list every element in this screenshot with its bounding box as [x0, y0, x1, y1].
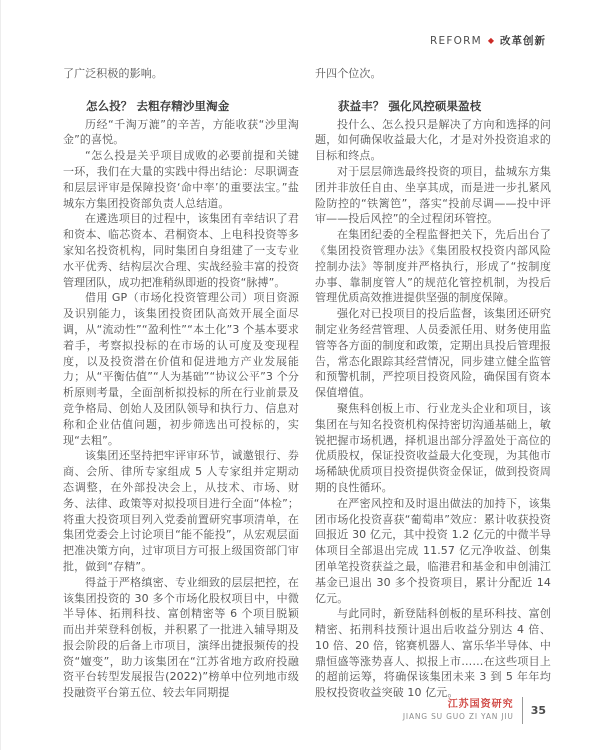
body-paragraph: 历经“千淘万漉”的辛苦，方能收获“沙里淘金”的喜悦。 [63, 117, 299, 147]
body-paragraph: 投什么、怎么投只是解决了方向和选择的问题，如何确保收益最大化，才是对外投资追求的目标和终点。 [315, 117, 551, 163]
body-paragraph: 强化对已投项目的投后监督，该集团还研究制定业务经营管理、人员委派任用、财务使用监管等各方面的制度和政策，定期出具投后管理报告，常态化跟踪其经营情况，同步建立健全监管和预警机制，严控项目投资风险，确保国有资本保值增值。 [315, 307, 551, 400]
continuation-text: 升四个位次。 [315, 67, 382, 80]
body-paragraph: 在严密风控和及时退出做法的加持下，该集团市场化投资喜获“葡萄串”效应：累计收获投资回报近 30 亿元，其中投资 1.2 亿元的中微半导体项目全部退出完成 11.57 亿元净收益、创集团单笔投资获益之最，临港君和基金和申创浦江基金已退出 30 多个投资项目，累计分配近 14 亿元。 [315, 496, 551, 605]
article-body [63, 66, 551, 701]
body-paragraph: “怎么投是关乎项目成败的必要前提和关键一环，我们在大量的实践中得出结论：尽职调查和层层评审是保障投资‘命中率’的重要法宝。”盐城东方集团投资部负责人总结道。 [63, 149, 299, 210]
body-paragraph: 与此同时，新登陆科创板的星环科技、富创精密、拓荆科技预计退出后收益分别达 4 倍、10 倍、20 倍，铭赛机器人、富乐华半导体、中鼎恒盛等涨势喜人、拟报上市……在这些项目上的超前运筹，将确保该集团未来 3 到 5 年年均股权投资收益突破 10 亿元。 [315, 607, 551, 700]
running-head [430, 34, 546, 48]
body-paragraph: 得益于严格缜密、专业细致的层层把控，在该集团投资的 30 多个市场化股权项目中，中微半导体、拓荆科技、富创精密等 6 个项目脱颖而出并荣登科创板，并积累了一批进入辅导期及报会阶段的后备上市项目，演绎出捷报频传的投资“嬗变”，助力该集团在“江苏省地方政府投融资平台转型发展报告(2022)”榜单中位列地市级投融资平台第五位、较去年同期提 [63, 575, 299, 700]
body-paragraph: 在遴选项目的过程中，该集团有幸结识了君和资本、临芯资本、君桐资本、上电科投资等多家知名投资机构，同时集团自身组建了一支专业水平优秀、结构层次合理、实战经验丰富的投资管理团队，成功把准稍纵即逝的投资“脉搏”。 [63, 212, 299, 289]
page-number: 35 [530, 704, 546, 717]
left-column [63, 66, 299, 701]
body-paragraph: 对于层层筛选最终投资的项目，盐城东方集团并非放任自由、坐享其成，而是进一步扎紧风险防控的“铁篱笆”，落实“投前尽调——投中评审——投后风控”的全过程闭环管控。 [315, 164, 551, 226]
journal-title-pinyin: JIANG SU GUO ZI YAN JIU [402, 712, 514, 721]
page-footer [403, 697, 546, 724]
section-heading-how-to-invest: 怎么投？ 去粗存精沙里淘金 [86, 98, 230, 113]
section-heading-rich-returns: 获益丰？ 强化风控硕果盈枝 [338, 98, 482, 113]
running-head-reform-label: REFORM [430, 35, 482, 47]
body-paragraph: 在集团纪委的全程监督把关下，先后出台了《集团投资管理办法》《集团股权投资内部风险控制办法》等制度并严格执行，形成了“按制度办事、靠制度管人”的规范化管控机制，为投后管理优质高效推进提供坚强的制度保障。 [315, 228, 551, 305]
continuation-text: 了广泛积极的影响。 [63, 67, 163, 80]
body-paragraph: 聚焦科创板上市、行业龙头企业和项目，该集团在与知名投资机构保持密切沟通基础上，敏锐把握市场机遇，择机退出部分浮盈处于高位的优质股权，保证投资收益最大化变现，为其他市场稀缺优质项目投资提供资金保证，做到投资周期的良性循环。 [315, 401, 551, 494]
red-diamond-icon: ◆ [487, 36, 494, 45]
body-paragraph: 借用 GP（市场化投资管理公司）项目资源及识别能力，该集团投资团队高效开展全面尽调，从“流动性”“盈利性”“本土化”3 个基本要求着手，考察拟投标的在市场的认可度及变现程度，以及投资潜在价值和促进地方产业发展能力；从“平衡估值”“人为基础”“协议公平”3 个分析原则考量，全面剖析拟投标的所在行业前景及竞争格局、创始人及团队领导和执行力、信息对称和企业估值问题，初步筛选出可投标的，实现“去粗”。 [63, 291, 299, 447]
running-head-section-title: 改革创新 [500, 35, 546, 47]
footer-divider [522, 697, 523, 724]
journal-title-block [403, 699, 514, 722]
right-column [315, 66, 551, 701]
journal-title-chinese: 江苏国资研究 [447, 699, 514, 710]
body-paragraph: 该集团还坚持把牢评审环节，诚邀银行、券商、会所、律所专家组成 5 人专家组并定期动态调整，在外部投决会上，从技术、市场、财务、法律、政策等对拟投项目进行全面“体检”；将重大投资项目列入党委前置研究事项清单，在集团党委会上讨论项目“能不能投”，从宏观层面把准决策方向，过审项目方可报上级国资部门审批，做到“存精”。 [63, 449, 299, 573]
